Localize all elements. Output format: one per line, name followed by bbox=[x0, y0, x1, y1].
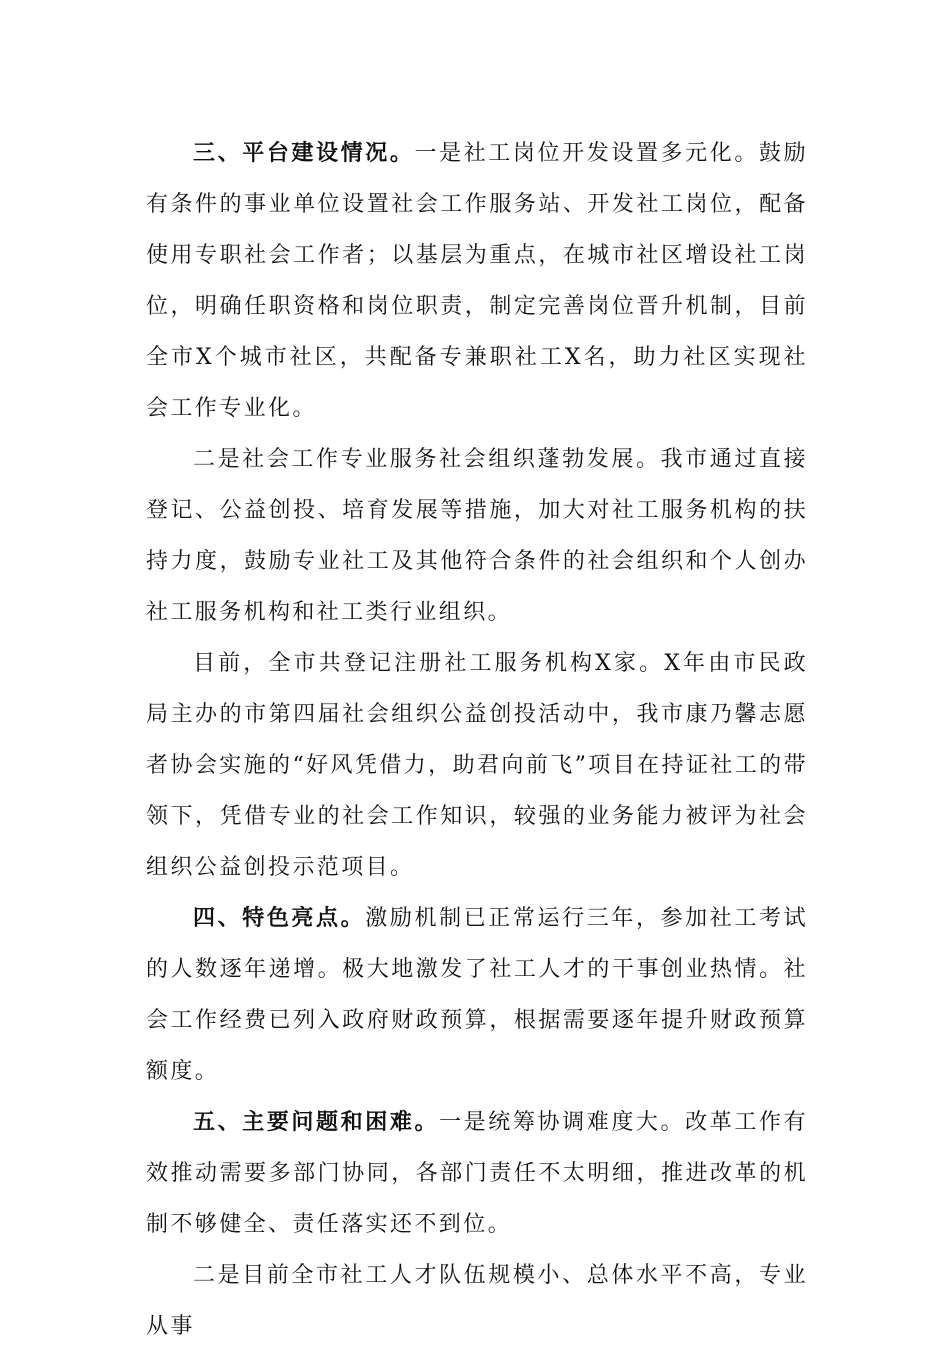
paragraph-text: 激励机制已正常运行三年，参加社工考试的人数逐年递增。极大地激发了社工人才的干事创业热情。社会工作经费已列入政府财政预算，根据需要逐年提升财政预算额度。 bbox=[146, 906, 808, 1084]
paragraph-text: 二是社会工作专业服务社会组织蓬勃发展。我市通过直接登记、公益创投、培育发展等措施，加大对社工服务机构的扶持力度，鼓励专业社工及其他符合条件的社会组织和个人创办社工服务机构和社工类行业组织。 bbox=[146, 447, 808, 625]
paragraph-talent-team bbox=[146, 1250, 808, 1352]
paragraph-text: 二是目前全市社工人才队伍规模小、总体水平不高，专业从事 bbox=[146, 1263, 808, 1339]
document-page bbox=[146, 128, 808, 1352]
paragraph-text: 一是统筹协调难度大。改革工作有效推动需要多部门协同，各部门责任不太明细，推进改革的机制不够健全、责任落实还不到位。 bbox=[146, 1110, 808, 1237]
paragraph-registered-agencies bbox=[146, 638, 808, 893]
section-heading-five: 五、主要问题和困难。 bbox=[193, 1109, 440, 1135]
section-heading-three: 三、平台建设情况。 bbox=[193, 140, 415, 166]
paragraph-platform-construction bbox=[146, 128, 808, 434]
paragraph-highlights bbox=[146, 893, 808, 1097]
paragraph-text: 一是社工岗位开发设置多元化。鼓励有条件的事业单位设置社会工作服务站、开发社工岗位，配备使用专职社会工作者；以基层为重点，在城市社区增设社工岗位，明确任职资格和岗位职责，制定完善岗位晋升机制，目前全市X个城市社区，共配备专兼职社工X名，助力社区实现社会工作专业化。 bbox=[146, 141, 809, 421]
paragraph-social-organizations bbox=[146, 434, 808, 638]
paragraph-problems bbox=[146, 1097, 808, 1250]
paragraph-text: 目前，全市共登记注册社工服务机构X家。X年由市民政局主办的市第四届社会组织公益创投活动中，我市康乃馨志愿者协会实施的“好风凭借力，助君向前飞”项目在持证社工的带领下，凭借专业的社会工作知识，较强的业务能力被评为社会组织公益创投示范项目。 bbox=[146, 651, 808, 880]
section-heading-four: 四、特色亮点。 bbox=[193, 905, 366, 931]
